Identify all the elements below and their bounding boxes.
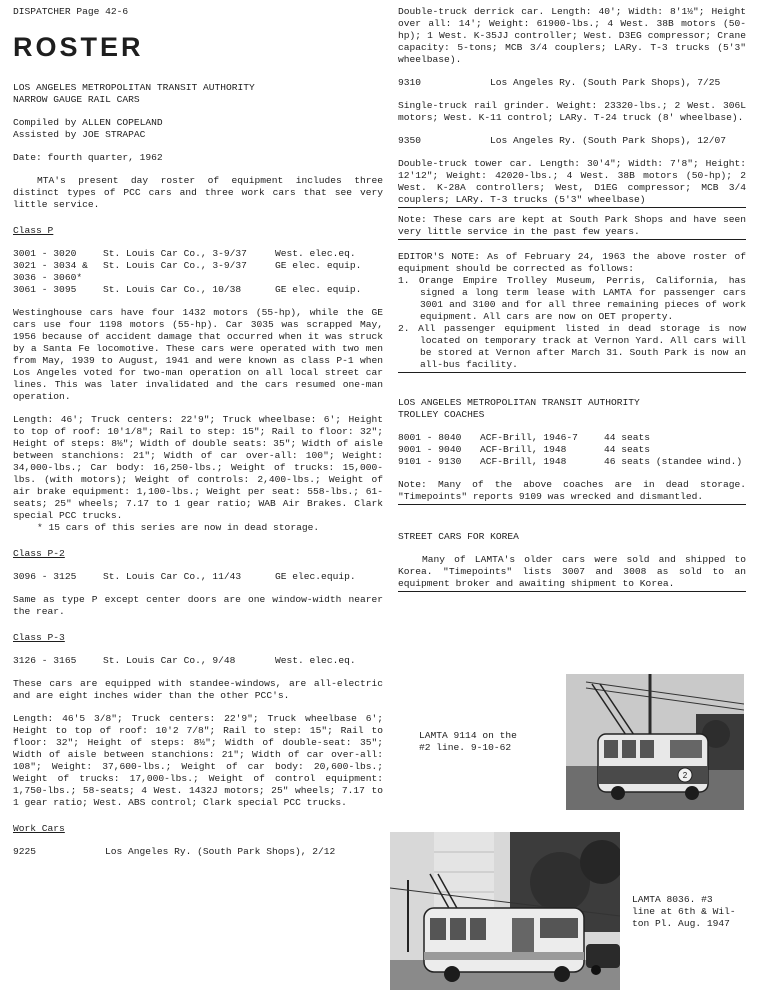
work-car-9310-desc: Single-truck rail grinder. Weight: 23320-lbs.; 2 West. 306L motors; West. K-11 control; LARy. T-24 truck (8' wheelbase). xyxy=(398,100,746,123)
korea-paragraph: Many of LAMTA's older cars were sold and shipped to Korea. "Timepoints" lists 3007 and 3008 as sold to an equipment broker and awaiting shipment to Korea. xyxy=(398,554,746,592)
work-car-row xyxy=(398,77,746,89)
trolley-coach-illustration xyxy=(390,832,620,990)
table-row xyxy=(398,432,746,444)
list-item: 1. Orange Empire Trolley Museum, Perris, California, has signed a long term lease with LAMTA for passenger cars 3001 and 3100 and for all three remaining pieces of work equipment. All cars are now on OET property. xyxy=(398,275,746,322)
builder: St. Louis Car Co., 10/38 xyxy=(103,284,242,295)
equipment xyxy=(275,272,383,284)
coach-numbers: 9001 - 9040 xyxy=(398,444,462,455)
builder: St. Louis Car Co., 3-9/37 xyxy=(103,260,247,271)
car-numbers: 3126 - 3165 xyxy=(13,655,77,666)
list-item: 2. All passenger equipment listed in dead storage is now located on temporary track at Vernon Yard. All cars will be stored at Vernon after March 31. South Park is now an all-bus facility. xyxy=(398,323,746,370)
photo-trolley-coach-8036 xyxy=(390,832,620,990)
car-numbers: 3036 - 3060* xyxy=(13,272,83,283)
builder: Los Angeles Ry. (South Park Shops), 7/25 xyxy=(490,77,721,88)
credits xyxy=(13,117,383,141)
photo-caption-9114 xyxy=(419,730,517,754)
roster-date: Date: fourth quarter, 1962 xyxy=(13,152,163,163)
car-numbers: 3021 - 3034 & xyxy=(13,260,88,271)
builder xyxy=(103,272,275,284)
equipment: GE elec. equip. xyxy=(275,284,362,295)
builder: ACF-Brill, 1946-7 xyxy=(480,432,578,443)
equipment: GE elec.equip. xyxy=(275,571,356,582)
work-car-row xyxy=(398,135,746,147)
seats: 44 seats xyxy=(604,444,651,455)
builder: ACF-Brill, 1948 xyxy=(480,456,567,467)
table-row xyxy=(13,284,383,296)
editors-note-intro: EDITOR'S NOTE: As of February 24, 1963 the above roster of equipment should be corrected as follows: xyxy=(398,251,746,274)
class-p2-heading: Class P-2 xyxy=(13,548,65,559)
caption-line: LAMTA 9114 on the xyxy=(419,730,517,741)
class-p2-paragraph: Same as type P except center doors are one window-width nearer the rear. xyxy=(13,594,383,617)
intro-authority xyxy=(13,82,383,106)
authority-subline: NARROW GAUGE RAIL CARS xyxy=(13,94,140,105)
car-number: 9350 xyxy=(398,135,422,146)
trolley-coaches-heading xyxy=(398,397,746,421)
coach-numbers: 9101 - 9130 xyxy=(398,456,462,467)
compiled-by: Compiled by ALLEN COPELAND xyxy=(13,117,163,128)
class-p-footnote: * 15 cars of this series are now in dead storage. xyxy=(37,522,320,533)
trolley-table xyxy=(398,432,746,468)
left-column xyxy=(13,6,383,858)
photo-caption-8036 xyxy=(632,894,736,930)
builder: Los Angeles Ry. (South Park Shops), 2/12 xyxy=(105,846,336,857)
builder: ACF-Brill, 1948 xyxy=(480,444,567,455)
caption-line: ton Pl. Aug. 1947 xyxy=(632,918,730,929)
equipment: West. elec.eq. xyxy=(275,248,356,259)
trolley-authority: LOS ANGELES METROPOLITAN TRANSIT AUTHORITY xyxy=(398,397,640,408)
caption-line: #2 line. 9-10-62 xyxy=(419,742,512,753)
class-p3-heading: Class P-3 xyxy=(13,632,65,643)
page-title: ROSTER xyxy=(13,32,144,62)
class-p3-specs: Length: 46'5 3/8"; Truck centers: 22'9"; Truck wheelbase 6'; Height to top of roof: 10'2 7/8"; Rail to step: 15"; Rail to floor: 32"; Height of steps: 8½"; Width of double-seat: 35"; Width of aisle between stanchions: 21"; Width of car over-all: 108"; Weight: 37,600-lbs.; Weight of car body: 20,600-lbs.; Weight of trucks: 17,000-lbs.; Weight of control equipment: 1,750-lbs.; 58-seats; 4 West. 1432J motors; 25" wheels; 7.17 to 1 gear ratio; West. ABS control; Clark special PCC trucks. xyxy=(13,713,383,808)
trolley-note: Note: Many of the above coaches are in dead storage. "Timepoints" reports 9109 was wrecked and dismantled. xyxy=(398,479,746,505)
builder: Los Angeles Ry. (South Park Shops), 12/07 xyxy=(490,135,727,146)
work-car-9350-desc: Double-truck tower car. Length: 30'4"; Width: 7'8"; Height: 12'12"; Weight: 42020-lbs.; 4 West. 38B motors (50-hp); 2 West. K-28A controllers; West, D1EG compressor; MCB 3/4 couplers; LARy. T-3 trucks (5'3" wheelbase) xyxy=(398,158,746,208)
car-number: 9225 xyxy=(13,846,37,857)
car-number: 9310 xyxy=(398,77,422,88)
work-cars-note: Note: These cars are kept at South Park Shops and have seen very little service in the past few years. xyxy=(398,214,746,240)
builder: St. Louis Car Co., 3-9/37 xyxy=(103,248,247,259)
right-column xyxy=(398,6,746,592)
assisted-by: Assisted by JOE STRAPAC xyxy=(13,129,146,140)
trolley-title: TROLLEY COACHES xyxy=(398,409,485,420)
car-numbers: 3096 - 3125 xyxy=(13,571,77,582)
caption-line: line at 6th & Wil- xyxy=(632,906,736,917)
editors-note xyxy=(398,251,746,373)
table-row xyxy=(13,260,383,272)
table-row xyxy=(398,456,746,468)
class-p-specs: Length: 46'; Truck centers: 22'9"; Truck wheelbase: 6'; Height to top of roof: 10'1/8"; Rail to step: 15"; Rail to floor: 32"; Height of steps: 8½"; Width of double seats: 35"; Width of aisle between stanchions: 21"; Width of car over-all: 100"; Weight: 34,000-lbs.; Car body: 16,250-lbs.; Weight of trucks: 15,000-lbs. (with motors); Weight of controls: 2,400-lbs.; Weight of air brake equipment: 1,100-lbs.; Weight per seat: 558-lbs.; 61-seats; 25" wheels; 7.17 to 1 gear ratio; WAB Air Brakes. Clark special PCC trucks. xyxy=(13,414,383,521)
intro-paragraph: MTA's present day roster of equipment includes three distinct types of PCC cars and three work cars that see very little service. xyxy=(13,175,383,210)
seats: 44 seats xyxy=(604,432,651,443)
car-numbers: 3061 - 3095 xyxy=(13,284,77,295)
class-p3-paragraph: These cars are equipped with standee-windows, are all-electric and are eight inches wider than the other PCC's. xyxy=(13,678,383,701)
work-car-row xyxy=(13,846,383,858)
class-p-paragraph: Westinghouse cars have four 1432 motors (55-hp), while the GE cars use four 1198 motors (55-hp). Car 3035 was scrapped May, 1956 because of accident damage that occurred when it was struck by a Santa Fe locomotive. These cars were operated with two men from May, 1939 to August, 1941 and were known as class P-1 when Los Angeles voted for two-man operation on all local street car lines. This was later invalidated and the cars resumed one-man operation. xyxy=(13,307,383,402)
table-row xyxy=(398,444,746,456)
table-row xyxy=(13,248,383,260)
table-row xyxy=(13,272,383,284)
class-p-heading: Class P xyxy=(13,225,54,236)
table-row xyxy=(13,571,383,583)
class-p-table xyxy=(13,248,383,296)
coach-numbers: 8001 - 8040 xyxy=(398,432,462,443)
builder: St. Louis Car Co., 9/48 xyxy=(103,655,236,666)
caption-line: LAMTA 8036. #3 xyxy=(632,894,713,905)
car-numbers: 3001 - 3020 xyxy=(13,248,77,259)
page-label: DISPATCHER Page 42-6 xyxy=(13,6,129,17)
table-row xyxy=(13,655,383,667)
photo-trolley-coach-9114 xyxy=(566,674,744,810)
equipment: GE elec. equip. xyxy=(275,260,362,271)
work-cars-heading: Work Cars xyxy=(13,823,65,834)
seats: 46 seats (standee wind.) xyxy=(604,456,743,467)
korea-heading: STREET CARS FOR KOREA xyxy=(398,531,519,542)
trolley-coach-illustration xyxy=(566,674,744,810)
builder: St. Louis Car Co., 11/43 xyxy=(103,571,242,582)
authority-line: LOS ANGELES METROPOLITAN TRANSIT AUTHORITY xyxy=(13,82,255,93)
route-sign: 2 xyxy=(682,771,688,780)
work-car-9225-desc: Double-truck derrick car. Length: 40'; Width: 8'1½"; Height over all: 14'; Weight: 61900-lbs.; 4 West. 38B motors (50-hp); 1 West. K-35JJ controller; West. D3EG compressor; Crane capacity: 5-tons; MCB 3/4 couplers; LARy. T-3 trucks (5'3" wheelbase). xyxy=(398,6,746,65)
equipment: West. elec.eq. xyxy=(275,655,356,666)
